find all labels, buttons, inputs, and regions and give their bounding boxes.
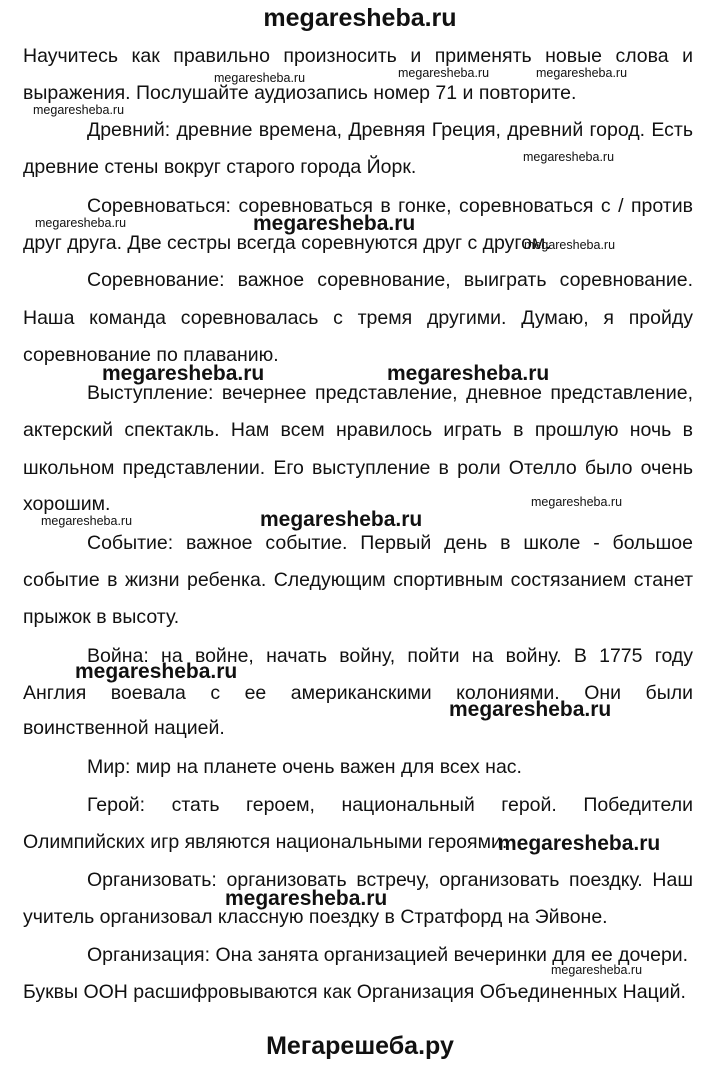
watermark-big: megaresheba.ru <box>75 660 238 683</box>
text-line: Соревноваться: соревноваться в гонке, соревноваться с / против <box>87 195 693 217</box>
text-line: Научитесь как правильно произносить и применять новые слова и <box>23 45 693 67</box>
watermark-big: megaresheba.ru <box>387 362 550 385</box>
text-line: соревнование по плаванию. <box>23 344 279 366</box>
text-line: друг друга. Две сестры всегда соревнуются друг с другом. <box>23 232 551 254</box>
watermark-small: megaresheba.ru <box>398 66 490 80</box>
text-line: Наша команда соревновалась с тремя другими. Думаю, я пройду <box>23 307 693 329</box>
text-line: хорошим. <box>23 493 111 515</box>
site-footer: Мегарешеба.ру <box>266 1032 454 1060</box>
text-line: Соревнование: важное соревнование, выиграть соревнование. <box>87 269 693 291</box>
text-line: школьном представлении. Его выступление в роли Отелло было очень <box>23 457 693 479</box>
watermark-big: megaresheba.ru <box>260 508 423 531</box>
watermark-small: megaresheba.ru <box>524 238 616 252</box>
text-line: Событие: важное событие. Первый день в школе - большое <box>87 532 693 554</box>
watermark-big: megaresheba.ru <box>253 212 416 235</box>
watermark-small: megaresheba.ru <box>551 963 643 977</box>
text-line: Организация: Она занята организацией вечеринки для ее дочери. <box>87 944 689 966</box>
text-line: Англия воевала с ее американскими колониями. Они были <box>23 682 693 704</box>
watermark-big: megaresheba.ru <box>449 698 612 721</box>
site-header: megaresheba.ru <box>263 4 457 32</box>
watermark-small: megaresheba.ru <box>35 216 127 230</box>
text-line: Выступление: вечернее представление, дневное представление, <box>87 382 693 404</box>
text-line: событие в жизни ребенка. Следующим спортивным состязанием станет <box>23 569 693 591</box>
watermark-small: megaresheba.ru <box>523 150 615 164</box>
text-line: Мир: мир на планете очень важен для всех нас. <box>87 756 522 778</box>
watermark-small: megaresheba.ru <box>33 103 125 117</box>
watermark-big: megaresheba.ru <box>498 832 661 855</box>
text-line: Герой: стать героем, национальный герой. Победители <box>87 794 693 816</box>
text-line: воинственной нацией. <box>23 717 225 739</box>
watermark-big: megaresheba.ru <box>225 887 388 910</box>
text-line: Организовать: организовать встречу, организовать поездку. Наш <box>87 869 693 891</box>
text-line: актерский спектакль. Нам всем нравилось играть в прошлую ночь в <box>23 419 693 441</box>
text-line: выражения. Послушайте аудиозапись номер 71 и повторите. <box>23 82 577 104</box>
watermark-big: megaresheba.ru <box>102 362 265 385</box>
watermark-small: megaresheba.ru <box>214 71 306 85</box>
text-line: древние стены вокруг старого города Йорк. <box>23 156 417 178</box>
text-line: Олимпийских игр являются национальными героями. <box>23 831 508 853</box>
text-line: Война: на войне, начать войну, пойти на войну. В 1775 году <box>87 645 693 667</box>
watermark-small: megaresheba.ru <box>536 66 628 80</box>
watermark-small: megaresheba.ru <box>41 514 133 528</box>
text-line: Древний: древние времена, Древняя Греция, древний город. Есть <box>87 119 693 141</box>
text-line: учитель организовал классную поездку в Стратфорд на Эйвоне. <box>23 906 608 928</box>
text-line: Буквы ООН расшифровываются как Организация Объединенных Наций. <box>23 981 686 1003</box>
text-line: прыжок в высоту. <box>23 606 180 628</box>
watermark-small: megaresheba.ru <box>531 495 623 509</box>
